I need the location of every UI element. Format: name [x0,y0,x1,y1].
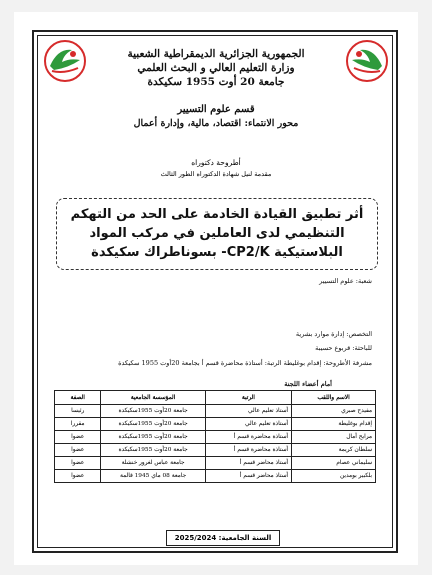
thesis-type-label: أطروحة دكتوراه [191,158,241,167]
header-role: الصفة [55,391,101,405]
member-rank: أستاذ محاضر قسم أ [205,457,291,470]
ministry-name: وزارة التعليم العالي و البحث العلمي [137,62,295,74]
member-institution: جامعة عباس لغرور خنشلة [101,457,205,470]
jury-title: أمام أعضاء اللجنة [284,380,332,388]
member-role: مقررا [55,418,101,431]
member-institution: جامعة 20أوت 1955سكيكدة [101,405,205,418]
thesis-title-line-2: التنظيمي لدى العاملين في مركب المواد [89,226,345,241]
thesis-title-line-1: أثر تطبيق القيادة الخادمة على الحد من التهكم [70,207,364,222]
table-row [55,418,376,431]
member-name: مفيدح صبري [292,405,376,418]
table-row [55,431,376,444]
academic-year: السنة الجامعية: 2025/2024 [166,530,280,546]
member-institution: جامعة 20أوت 1955سكيكدة [101,444,205,457]
member-institution: جامعة 20أوت 1955سكيكدة [101,431,205,444]
table-row [55,444,376,457]
member-institution: جامعة 20أوت 1955سكيكدة [101,418,205,431]
table-row [55,457,376,470]
member-name: سليماني عصام [292,457,376,470]
member-role: عضوا [55,457,101,470]
member-role: رئيسا [55,405,101,418]
table-row [55,405,376,418]
republic-name: الجمهورية الجزائرية الديمقراطية الشعبية [127,48,305,60]
member-role: عضوا [55,431,101,444]
header-name: الاسم واللقب [292,391,376,405]
member-role: عضوا [55,470,101,483]
member-name: مرابح أمال [292,431,376,444]
department-name: قسم علوم التسيير [177,104,255,115]
member-name: إقدام بوغليطة [292,418,376,431]
member-rank: أستاذة محاضرة قسم أ [205,444,291,457]
affiliation-axis: محور الانتماء: اقتصاد، مالية، وإدارة أعمال [133,118,299,129]
thesis-title-box [56,198,378,270]
member-rank: أستاذ محاضر قسم أ [205,470,291,483]
thesis-title-line-3: البلاستيكية CP2/K- بسوناطراك سكيكدة [91,245,343,260]
specialty-label: التخصص: إدارة موارد بشرية [295,330,372,338]
member-rank: أستاذة محاضرة قسم أ [205,431,291,444]
supervisor-line: مشرفة الأطروحة: إقدام بوغليطة الرتبة: أستاذة محاضرة قسم أ بجامعة 20أوت 1955 سكيكدة [118,359,372,367]
header-institution: المؤسسة الجامعية [101,391,205,405]
jury-table [54,390,376,483]
member-rank: أستاذة تعليم عالي [205,418,291,431]
header-rank: الرتبة [205,391,291,405]
branch-label: شعبة: علوم التسيير [319,277,372,285]
table-row [55,470,376,483]
member-role: عضوا [55,444,101,457]
document-page [14,12,418,565]
member-name: سلطان كريمة [292,444,376,457]
student-name: للباحثة: قربوع حسيبة [315,344,372,352]
member-name: بلكبير بومدين [292,470,376,483]
jury-header-row [55,391,376,405]
university-name: جامعة 20 أوت 1955 سكيكدة [147,76,285,88]
member-rank: أستاذ تعليم عالي [205,405,291,418]
member-institution: جامعة 08 ماي 1945 قالمة [101,470,205,483]
thesis-degree-subtitle: مقدمة لنيل شهادة الدكتوراه الطور الثالث [160,170,272,178]
